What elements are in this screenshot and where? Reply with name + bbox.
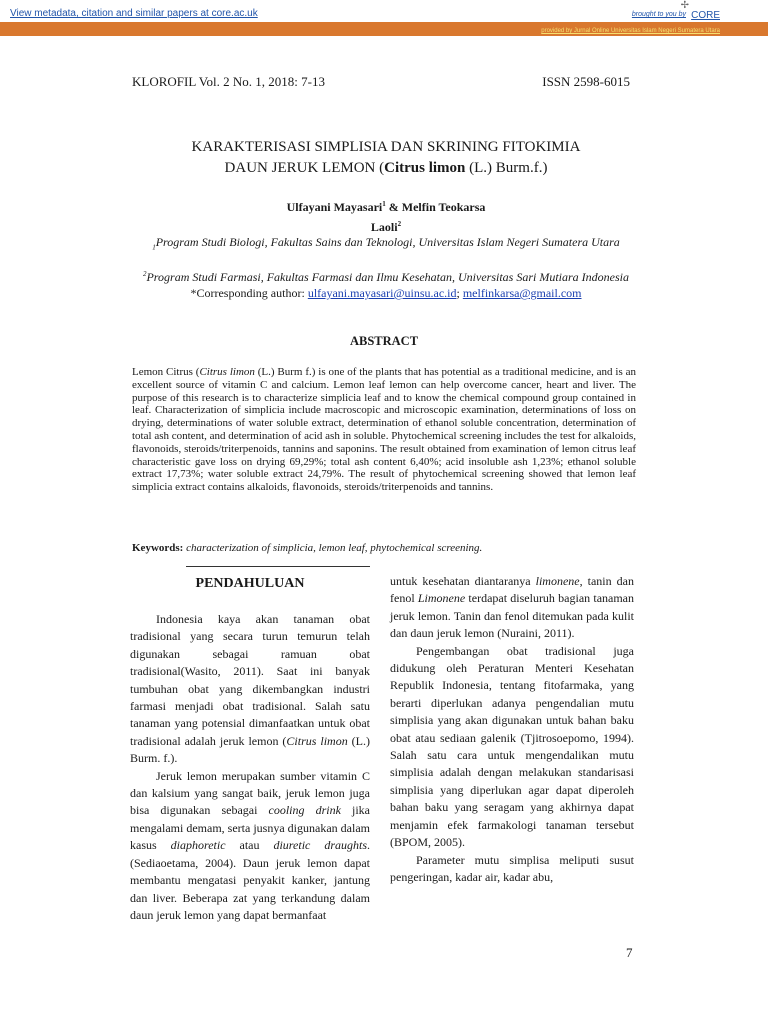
left-paragraph-1 <box>130 611 370 768</box>
journal-citation: KLOROFIL Vol. 2 No. 1, 2018: 7-13 <box>132 74 325 89</box>
provided-by <box>0 24 768 38</box>
lp2-a: Jeruk lemon merupakan sumber vitamin C dan kalsium yang sangat baik, jeruk lemon juga bisa digunakan sebagai <box>130 768 370 818</box>
core-banner <box>0 0 768 22</box>
author-2-sup: 2 <box>397 220 402 228</box>
title-species: Citrus limon <box>384 160 466 176</box>
authors-line-2 <box>130 216 642 236</box>
author-2-first: & Melfin Teokarsa <box>385 200 486 214</box>
left-paragraph-2 <box>130 768 370 925</box>
right-paragraph-3: Parameter mutu simplisa meliputi susut pengeringan, kadar air, kadar abu, <box>390 852 634 884</box>
title-line-2 <box>110 158 662 179</box>
affiliation-2-marker: 2 <box>142 270 147 278</box>
title-line-1: KARAKTERISASI SIMPLISIA DAN SKRINING FITOKIMIA <box>191 139 581 155</box>
core-link[interactable]: CORE <box>691 10 720 21</box>
affiliation-1-text: Program Studi Biologi, Fakultas Sains dan Teknologi, Universitas Islam Negeri Sumatera Utara <box>155 235 620 249</box>
lp2-b: jika mengalami demam, serta jusnya digunakan dalam kasus <box>130 803 370 853</box>
brought-by-link[interactable]: brought to you by <box>631 11 686 18</box>
corresponding-author-label: *Corresponding author: <box>190 286 308 300</box>
lp2-i1: cooling drink <box>268 803 341 818</box>
abstract-heading: ABSTRACT <box>349 334 419 348</box>
abstract-species: Citrus limon <box>199 366 255 378</box>
rp1-a: untuk kesehatan diantaranya <box>390 574 536 588</box>
right-paragraph-1 <box>390 573 634 643</box>
abstract-start: Lemon Citrus ( <box>132 366 200 378</box>
author-2-last: Laoli <box>370 220 398 234</box>
section-heading-pendahuluan: PENDAHULUAN <box>195 576 305 591</box>
lp1-species: Citrus limon <box>286 733 348 748</box>
author-1-sup: 1 <box>382 200 386 208</box>
core-logo-icon: ✢ <box>680 0 689 11</box>
keywords-text: characterization of simplicia, lemon leaf, phytochemical screening. <box>183 542 483 554</box>
rp1-c: terdapat diseluruh bagian tanaman jeruk lemon. Tanin dan fenol ditemukan pada kulit dan daun jeruk lemon (Nuraini, 2011). <box>390 591 635 641</box>
authors-line-1 <box>130 196 642 216</box>
lp2-c: atau <box>225 838 274 853</box>
provided-by-link[interactable]: provided by Jurnal Online Universitas Islam Negeri Sumatera Utara <box>541 28 720 34</box>
abstract-text <box>132 366 636 494</box>
lp2-i2: diaphoretic <box>170 838 226 853</box>
email-link-2[interactable]: melfinkarsa@gmail.com <box>462 286 582 300</box>
issn: ISSN 2598-6015 <box>542 74 630 89</box>
affiliation-2 <box>126 266 646 301</box>
section-rule <box>186 566 370 567</box>
keywords-label: Keywords: <box>132 542 184 554</box>
rp1-i2: Limonene <box>417 591 466 606</box>
right-column <box>390 573 634 886</box>
lp1-b: (L.) Burm. f.). <box>130 733 370 766</box>
left-column <box>130 573 370 924</box>
rp1-b: , tanin dan fenol <box>390 574 634 606</box>
email-separator: ; <box>456 286 463 300</box>
page-number: 7 <box>626 945 633 960</box>
email-link-1[interactable]: ulfayani.mayasari@uinsu.ac.id <box>307 286 457 300</box>
keywords <box>132 542 636 554</box>
lp2-d: . (Sediaoetama, 2004). Daun jeruk lemon dapat membantu mengatasi penyakit kanker, jantung dan liver. Beberapa zat yang terkandung dalam daun jeruk lemon yang dapat bermanfaat <box>130 838 370 922</box>
affiliation-1-marker: 1 <box>152 243 156 252</box>
authors <box>130 196 642 236</box>
paper-title <box>110 137 662 179</box>
author-1: Ulfayani Mayasari <box>286 200 383 214</box>
lp2-i3: diuretic draughts <box>273 838 367 853</box>
affiliation-2-text: Program Studi Farmasi, Fakultas Farmasi dan Ilmu Kesehatan, Universitas Sari Mutiara Indonesia <box>146 270 630 284</box>
title-suffix: (L.) Burm.f.) <box>465 160 548 176</box>
view-metadata-link[interactable]: View metadata, citation and similar papers at core.ac.uk <box>10 8 258 19</box>
abstract-rest: (L.) Burm f.) is one of the plants that has potential as a traditional medicine, and is an excellent source of vitamin C and calcium. Lemon leaf lemon can help overcome cancer, heart and liver. The purpose of this research is to characterize simplicia leaf and to know the chemical compound group contained in leaf. Characterization of simplicia include macroscopic and microscopic examination, determinations of loss on drying, determinations of water soluble extract, determination of ethanol soluble concentration, determination of total ash content, and determination of acid ash in soluble. Phytochemical screening includes the test for alkaloids, flavonoids, steroids/triterpenoids, tannins and saponins. The result obtained from examination of lemon citrus leaf characteristic gave loss on drying 69,29%; total ash content 6,40%; acid insoluble ash 1,23%; ethanol soluble extract 17,73%; water soluble extract 24,79%. The result of phytochemical screening showed that lemon leaf simplicia extract contains alkaloids, flavonoids, steroids/triterpenoids and tannins. <box>132 366 637 494</box>
affiliation-1 <box>126 234 646 255</box>
title-prefix: DAUN JERUK LEMON ( <box>224 160 385 176</box>
rp1-i1: limonene <box>535 574 580 588</box>
right-paragraph-2: Pengembangan obat tradisional juga didukung oleh Peraturan Menteri Kesehatan Republik Indonesia, tentang fitofarmaka, yang berarti diperlukan adanya pengendalian mutu simplisia yang akan digunakan untuk bahan baku obat atau sediaan galenik (Tjitrosoepomo, 1994). Salah satu cara untuk mengendalikan mutu simplisia adalah dengan melakukan standarisasi simplisia yang diperlukan agar dapat diperoleh bahan baku yang seragam yang akhirnya dapat menjamin efek farmakologi tanaman tersebut (BPOM, 2005). <box>390 643 634 850</box>
lp1-a: Indonesia kaya akan tanaman obat tradisional yang secara turun temurun telah digunakan sebagai ramuan obat tradisional(Wasito, 2011). Saat ini banyak tumbuhan obat yang dikembangkan industri farmasi menjadi obat tradisional. Salah satu tanaman yang potensial dimanfaatkan untuk obat tradisional adalah jeruk lemon ( <box>130 612 370 748</box>
